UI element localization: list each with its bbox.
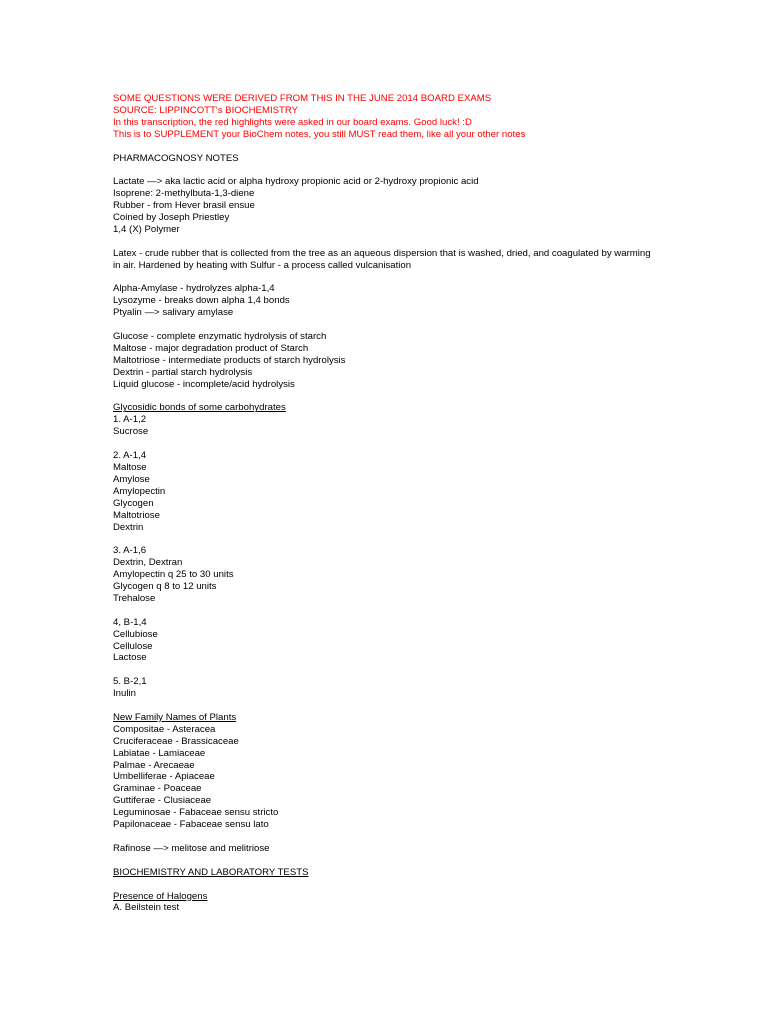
bond-type: 2. A-1,4	[113, 450, 147, 462]
enzymes-block	[113, 283, 728, 319]
list-item: Amylopectin	[113, 485, 166, 497]
text-line: Glucose - complete enzymatic hydrolysis of starch	[113, 331, 327, 343]
raffinose-line: Rafinose —> melitose and melitriose	[113, 842, 270, 854]
list-item: Trehalose	[113, 592, 156, 604]
list-item: Inulin	[113, 688, 136, 700]
text-line: Liquid glucose - incomplete/acid hydrolysis	[113, 378, 295, 390]
list-item: Palmae - Arecaeae	[113, 759, 195, 771]
text-line: Lysozyme - breaks down alpha 1,4 bonds	[113, 295, 290, 307]
list-item: Maltotriose	[113, 509, 160, 521]
red-header	[113, 93, 728, 141]
list-item: Amylose	[113, 473, 150, 485]
text-line: Ptyalin —> salivary amylase	[113, 307, 234, 319]
latex-paragraph: Latex - crude rubber that is collected from the tree as an aqueous dispersion that is washed, dried, and coagulated by warming in air. Hardened by heating with Sulfur - a process called vulcanisation	[113, 247, 651, 271]
list-item: Umbelliferae - Apiaceae	[113, 771, 215, 783]
list-item: Maltose	[113, 461, 147, 473]
starch-block	[113, 331, 728, 391]
header-line: SOURCE: LIPPINCOTT's BIOCHEMISTRY	[113, 104, 299, 116]
intro-block	[113, 176, 728, 236]
section-heading: BIOCHEMISTRY AND LABORATORY TESTS	[113, 866, 309, 878]
section-heading: Glycosidic bonds of some carbohydrates	[113, 402, 286, 414]
glycosidic-section	[113, 402, 728, 700]
list-item: Dextrin	[113, 521, 144, 533]
header-line: This is to SUPPLEMENT your BioChem notes, you still MUST read them, like all your other notes	[113, 128, 526, 140]
bond-type: 4, B-1,4	[113, 616, 147, 628]
list-item: Dextrin, Dextran	[113, 557, 183, 569]
list-item: A. Beilstein test	[113, 902, 180, 914]
list-item: Cellubiose	[113, 628, 158, 640]
list-item: Compositae - Asteracea	[113, 723, 216, 735]
biochem-section	[113, 867, 728, 915]
text-line: Maltotriose - intermediate products of starch hydrolysis	[113, 354, 346, 366]
header-line: SOME QUESTIONS WERE DERIVED FROM THIS IN THE JUNE 2014 BOARD EXAMS	[113, 93, 492, 104]
list-item: Amylopectin q 25 to 30 units	[113, 569, 234, 581]
list-item: Graminae - Poaceae	[113, 783, 202, 795]
section-heading: New Family Names of Plants	[113, 711, 237, 723]
text-line: 1,4 (X) Polymer	[113, 223, 180, 235]
list-item: Glycogen	[113, 497, 154, 509]
list-item: Lactose	[113, 652, 147, 664]
list-item: Leguminosae - Fabaceae sensu stricto	[113, 807, 279, 819]
list-item: Papilonaceae - Fabaceae sensu lato	[113, 819, 269, 831]
text-line: Alpha-Amylase - hydrolyzes alpha-1,4	[113, 283, 275, 295]
text-line: Dextrin - partial starch hydrolysis	[113, 366, 253, 378]
text-line: Lactate —> aka lactic acid or alpha hydroxy propionic acid or 2-hydroxy propionic acid	[113, 176, 479, 188]
header-line: In this transcription, the red highlights were asked in our board exams. Good luck! :D	[113, 116, 472, 128]
list-item: Sucrose	[113, 426, 149, 438]
list-item: Guttiferae - Clusiaceae	[113, 795, 212, 807]
families-section	[113, 712, 728, 831]
text-line: Coined by Joseph Priestley	[113, 212, 230, 224]
subsection-heading: Presence of Halogens	[113, 890, 208, 902]
bond-type: 5. B-2,1	[113, 676, 147, 688]
section-title: PHARMACOGNOSY NOTES	[113, 152, 239, 164]
bond-type: 1. A-1,2	[113, 414, 147, 426]
list-item: Cellulose	[113, 640, 153, 652]
bond-type: 3. A-1,6	[113, 545, 147, 557]
text-line: Maltose - major degradation product of Starch	[113, 342, 309, 354]
list-item: Labiatae - Lamiaceae	[113, 747, 206, 759]
text-line: Rubber - from Hever brasil ensue	[113, 200, 255, 212]
list-item: Cruciferaceae - Brassicaceae	[113, 735, 239, 747]
list-item: Glycogen q 8 to 12 units	[113, 581, 217, 593]
text-line: Isoprene: 2-methylbuta-1,3-diene	[113, 188, 255, 200]
